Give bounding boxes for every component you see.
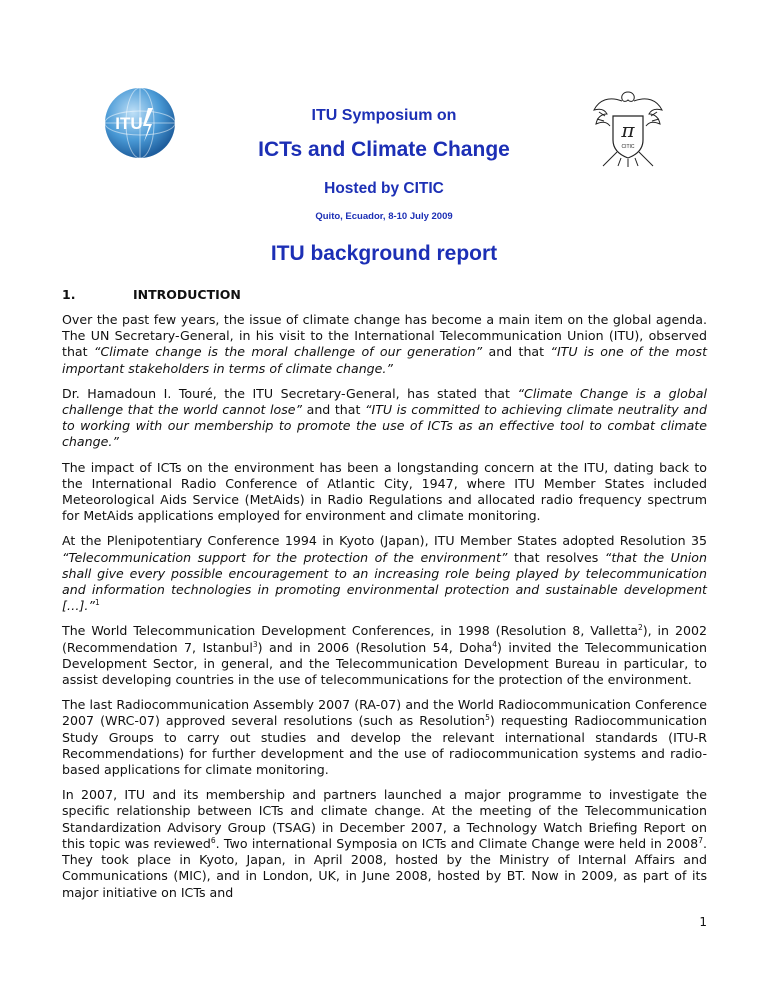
footnote-ref[interactable]: 7 bbox=[698, 835, 703, 845]
svg-text:ITU: ITU bbox=[115, 114, 143, 133]
venue-date: Quito, Ecuador, 8-10 July 2009 bbox=[315, 211, 453, 222]
body-text bbox=[62, 312, 707, 910]
footnote-ref[interactable]: 5 bbox=[485, 713, 490, 723]
svg-text:π: π bbox=[621, 118, 635, 142]
paragraph-2: Dr. Hamadoun I. Touré, the ITU Secretary-General, has stated that “Climate Change is a global challenge that the world cannot lose” and that “ITU is committed to achieving climate neutrality and to working with our membership to promote the use of ICTs as an effective tool to combat climate change.” bbox=[62, 385, 708, 450]
paragraph-1: Over the past few years, the issue of climate change has become a main item on the global agenda. The UN Secretary-General, in his visit to the International Telecommunication Union (ITU), observed that “Climate change is the moral challenge of our generation” and that “ITU is one of the most important stakeholders in terms of climate change.” bbox=[62, 312, 708, 376]
paragraph-6: The last Radiocommunication Assembly 2007 (RA-07) and the World Radiocommunication Conference 2007 (WRC-07) approved several resolutions (such as Resolution$^5$) requesting Radiocommunication Study Groups to carry out studies and develop the relevant international standards (ITU-R Recommendations) for further development and the use of radiocommunication systems and radio-based applications for climate monitoring. bbox=[62, 697, 707, 778]
section-number: 1. bbox=[62, 287, 76, 302]
page-number: 1 bbox=[699, 915, 707, 929]
section-title: INTRODUCTION bbox=[133, 287, 241, 302]
footnote-ref[interactable]: 3 bbox=[252, 639, 258, 649]
svg-text:CITIC: CITIC bbox=[621, 144, 635, 150]
paragraph-3: The impact of ICTs on the environment has been a longstanding concern at the ITU, dating back to the International Radio Conference of Atlantic City, 1947, where ITU Member States included Meteorological Aids Service (MetAids) in Radio Regulations and allocated radio frequency spectrum for MetAids applications employed for environment and climate monitoring. bbox=[62, 459, 707, 524]
report-title: ITU background report bbox=[270, 242, 498, 265]
paragraph-4: At the Plenipotentiary Conference 1994 in Kyoto (Japan), ITU Member States adopted Resolution 35 “Telecommunication support for the protection of the environment” that resolves “that the Union shall give every possible encouragement to an increasing role being played by telecommunication and information technologies in promoting environmental protection and sustainable development […].”$^1$ bbox=[62, 533, 707, 614]
symposium-title: ICTs and Climate Change bbox=[258, 138, 510, 161]
symposium-label: ITU Symposium on bbox=[311, 107, 457, 124]
paragraph-7: In 2007, ITU and its membership and partners launched a major programme to investigate the specific relationship between ICTs and climate change. At the meeting of the Telecommunication Standardization Advisory Group (TSAG) in December 2007, a Technology Watch Briefing Report on this topic was reviewed$^6$. Two international Symposia on ICTs and Climate Change were held in 2008$^7$. They took place in Kyoto, Japan, in April 2008, hosted by the Ministry of Internal Affairs and Communications (MIC), and in London, UK, in June 2008, hosted by BT. Now in 2009, as part of its major initiative on ICTs and bbox=[62, 787, 707, 900]
paragraph-5: The World Telecommunication Development Conferences, in 1998 (Resolution 8, Valletta$^2$), in 2002 (Recommendation 7, Istanbul$^3$) and in 2006 (Resolution 54, Doha$^4$) invited the Telecommunication Development Sector, in general, and the Telecommunication Development Bureau in particular, to assist developing countries in the use of telecommunications for the protection of the environment. bbox=[62, 623, 707, 688]
host-label: Hosted by CITIC bbox=[324, 180, 444, 197]
footnote-ref[interactable]: 1 bbox=[94, 598, 100, 608]
footnote-ref[interactable]: 6 bbox=[210, 835, 216, 845]
footnote-ref[interactable]: 4 bbox=[492, 639, 498, 649]
footnote-ref[interactable]: 2 bbox=[637, 623, 643, 633]
